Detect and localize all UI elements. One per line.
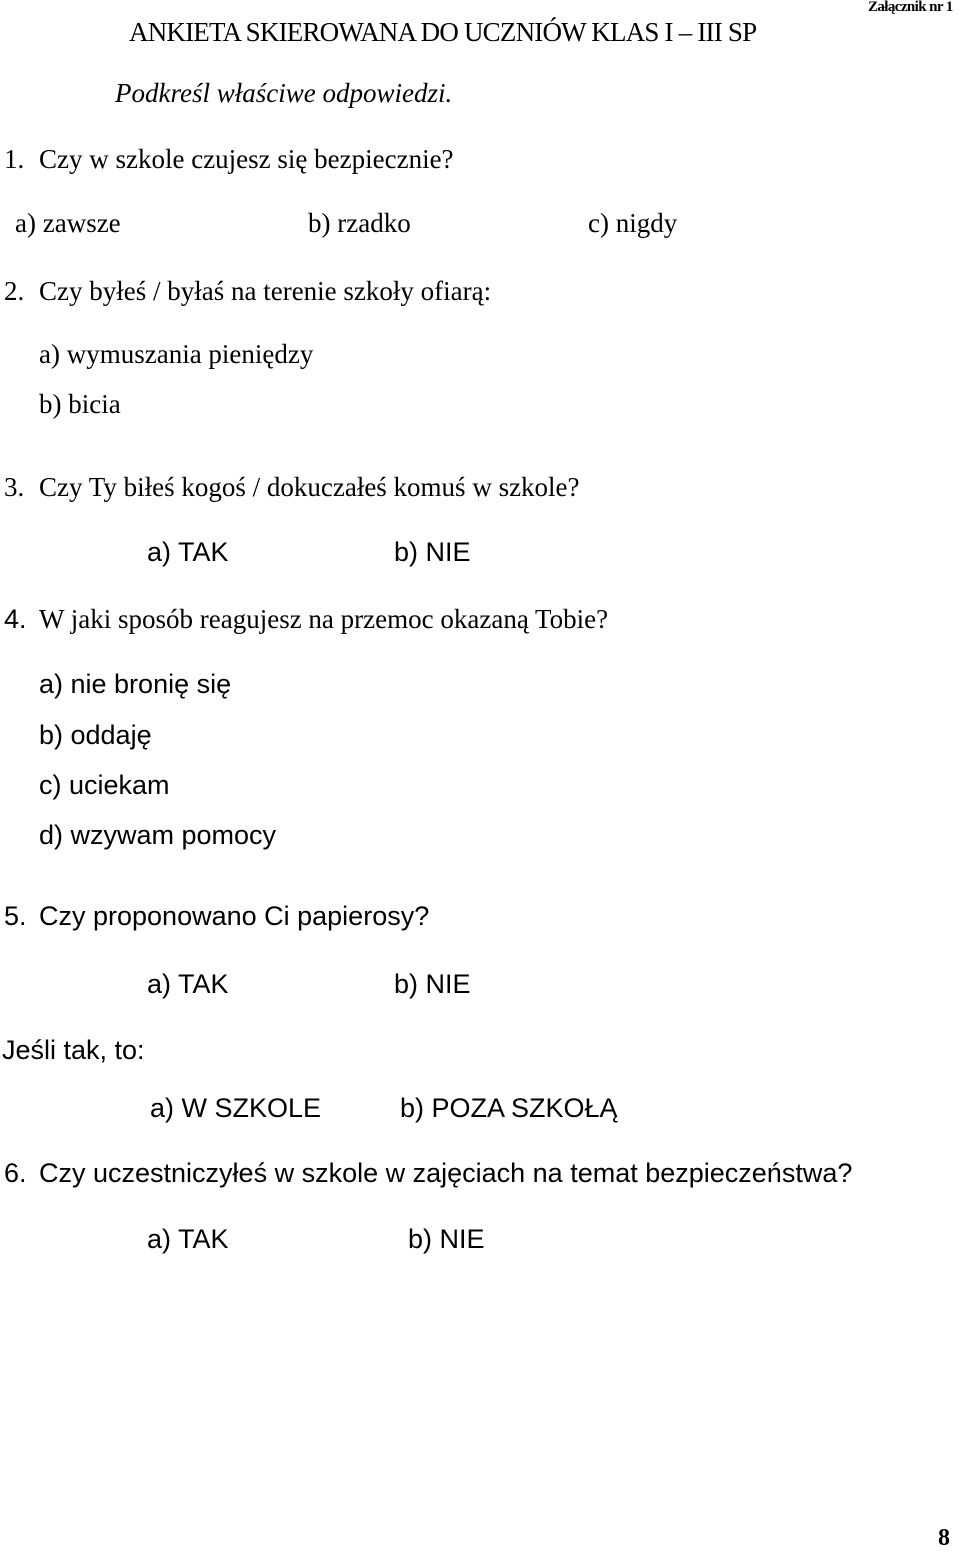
question-number: 3. [4,472,25,502]
answer-option[interactable]: d) wzywam pomocy [39,820,277,850]
question-number: 1. [4,144,25,174]
question-text: Czy byłeś / byłaś na terenie szkoły ofiarą: [39,276,492,306]
question-text: Czy Ty biłeś kogoś / dokuczałeś komuś w szkole? [39,472,580,502]
question-number: 6. [4,1158,27,1188]
page-number: 8 [938,1525,950,1551]
answer-option[interactable]: b) POZA SZKOŁĄ [400,1093,618,1123]
answer-option[interactable]: a) TAK [147,969,229,999]
answer-option[interactable]: b) oddaję [39,720,152,750]
answer-option[interactable]: b) rzadko [308,208,411,238]
answer-option[interactable]: c) nigdy [588,208,678,238]
answer-option[interactable]: b) NIE [394,537,471,567]
followup-text: Jeśli tak, to: [2,1035,145,1065]
question-text: W jaki sposób reagujesz na przemoc okazaną Tobie? [39,604,609,634]
question-text: Czy w szkole czujesz się bezpiecznie? [39,144,454,174]
question-text: Czy proponowano Ci papierosy? [39,901,430,931]
attachment-label: Załącznik nr 1 [868,0,953,15]
question-text: Czy uczestniczyłeś w szkole w zajęciach na temat bezpieczeństwa? [39,1158,853,1188]
answer-option[interactable]: a) TAK [147,537,229,567]
question-number: 4. [4,604,27,634]
answer-option[interactable]: a) nie bronię się [39,669,232,699]
answer-option[interactable]: a) TAK [147,1224,229,1254]
answer-option[interactable]: b) NIE [394,969,471,999]
question-number: 2. [4,276,25,306]
answer-option[interactable]: a) zawsze [15,208,121,238]
instruction-text: Podkreśl właściwe odpowiedzi. [115,78,453,108]
page-title: ANKIETA SKIEROWANA DO UCZNIÓW KLAS I – III SP [129,17,757,47]
answer-option[interactable]: a) W SZKOLE [150,1093,322,1123]
question-number: 5. [4,901,27,931]
answer-option[interactable]: c) uciekam [39,770,170,800]
answer-option[interactable]: b) bicia [39,389,121,419]
answer-option[interactable]: b) NIE [408,1224,485,1254]
answer-option[interactable]: a) wymuszania pieniędzy [39,339,314,369]
